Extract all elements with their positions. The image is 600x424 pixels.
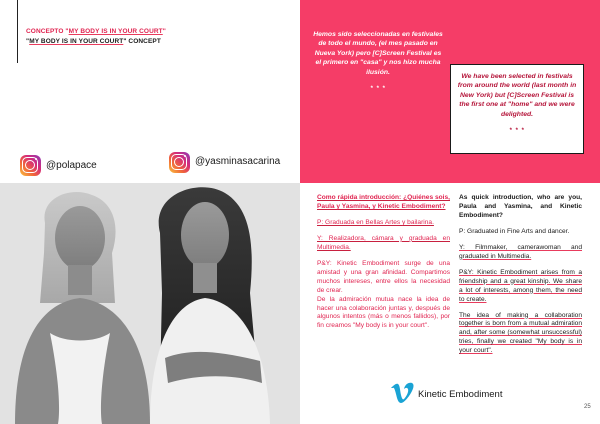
instagram-icon [20,155,41,176]
concept-label-en: "MY BODY IS IN YOUR COURT" CONCEPT [26,38,161,45]
divider-line [17,0,18,63]
answer-both-es-2: De la admiración mutua nace la idea de hacer una colaboración juntas y, después de algunos intentos (más o menos fallidos), por fin creamos "My body is in your court". [317,295,450,330]
instagram-icon [169,152,190,173]
quote-english: We have been selected in festivals from around the world (last month in New York) but [C]Screen Festival is the first one at "home" and we were delighted. * * * [457,73,577,134]
answer-both-es-1: P&Y: Kinetic Embodiment surge de una amistad y una gran afinidad. Compartimos muchos intereses, entre ellos la necesidad de crear. [317,259,450,294]
answer-yasmina-en: Y: Filmmaker, camerawoman and graduated in Multimedia. [459,243,582,260]
vimeo-icon[interactable] [390,382,414,404]
answer-both-en-1: P&Y: Kinetic Embodiment arises from a friendship and a great kinship. We share a lot of interests, among them, the need to create. [459,268,582,303]
instagram-handle-paula[interactable]: @polapace [46,160,97,171]
answer-paula-es: P: Graduada en Bellas Artes y bailarina. [317,218,434,226]
interview-column-english [459,194,582,363]
concept-label-es: CONCEPTO "MY BODY IS IN YOUR COURT" [26,28,166,35]
question-es: Como rápida introducción: ¿Quiénes sois, Paula y Yasmina, y Kinetic Embodiment? [317,194,450,210]
vimeo-channel-label[interactable]: Kinetic Embodiment [418,389,503,400]
question-en: As quick introduction, who are you, Paula and Yasmina, and Kinetic Embodiment? [459,194,582,219]
portrait-photo [0,183,300,424]
quote-stars: * * * [509,127,525,134]
quote-stars: * * * [370,85,386,92]
instagram-handle-yasmina[interactable]: @yasminasacarina [195,156,281,167]
page-number: 25 [584,404,591,410]
portrait-photo-illustration [0,183,300,424]
answer-paula-en: P: Graduated in Fine Arts and dancer. [459,227,570,235]
quote-spanish: Hemos sido seleccionadas en festivales de todo el mundo, (el mes pasado en Nueva York) pero [C]Screen Festival es el primero en "casa" y nos hizo mucha ilusión. * * * [313,31,443,92]
answer-yasmina-es: Y: Realizadora, cámara y graduada en Multimedia. [317,234,450,251]
answer-both-en-2: The idea of making a collaboration together is born from a mutual admiration and, after some (somewhat unsuccessful) tries, finally we created "My body is in your court". [459,311,582,355]
interview-column-spanish [317,194,450,338]
